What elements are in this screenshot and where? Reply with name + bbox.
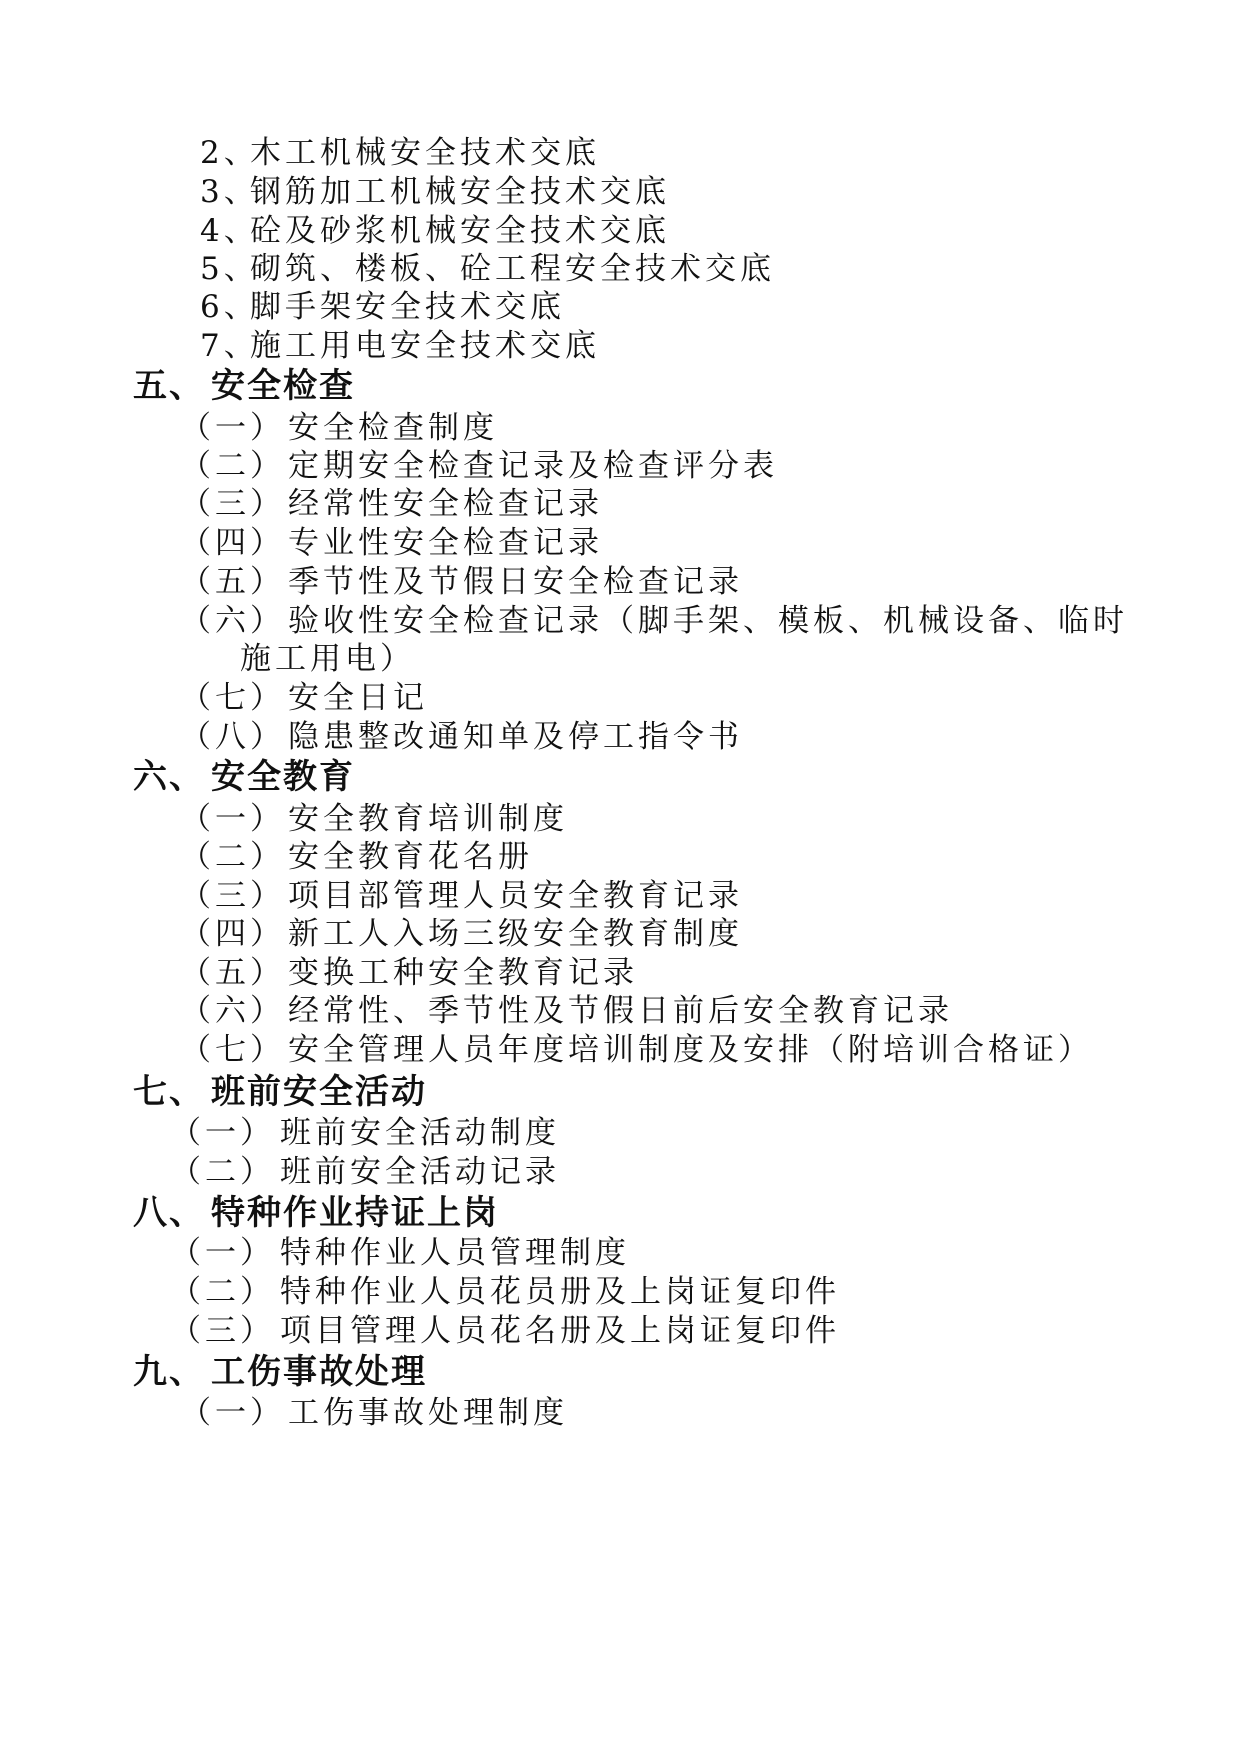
- item-number: （二）: [180, 839, 285, 875]
- item-number: 5、: [200, 251, 259, 287]
- item-text: 班前安全活动制度: [280, 1115, 560, 1151]
- item-number: （七）: [180, 1032, 285, 1068]
- item-number: （八）: [180, 719, 285, 755]
- item-text: 项目管理人员花名册及上岗证复印件: [280, 1313, 840, 1349]
- list-item: [180, 991, 953, 1031]
- item-number: （一）: [170, 1235, 275, 1271]
- item-text: 安全教育培训制度: [288, 801, 568, 837]
- list-item: [180, 837, 533, 877]
- section-heading: [133, 1193, 499, 1233]
- item-text: 班前安全活动记录: [280, 1154, 560, 1190]
- item-text: 验收性安全检查记录（脚手架、模板、机械设备、临时: [288, 603, 1128, 639]
- item-text: 施工用电安全技术交底: [250, 328, 600, 364]
- list-item: [180, 484, 603, 524]
- item-number: （七）: [180, 680, 285, 716]
- item-text: 季节性及节假日安全检查记录: [288, 564, 743, 600]
- item-number: （六）: [180, 993, 285, 1029]
- item-number: （四）: [180, 916, 285, 952]
- list-item: [180, 562, 743, 602]
- list-item: [180, 1030, 1093, 1070]
- item-text: 安全教育花名册: [288, 839, 533, 875]
- item-number: （二）: [170, 1154, 275, 1190]
- item-text: 变换工种安全教育记录: [288, 955, 638, 991]
- list-item-continuation: [240, 639, 415, 679]
- item-text: 砼及砂浆机械安全技术交底: [250, 213, 670, 249]
- item-number: （五）: [180, 564, 285, 600]
- item-number: 2、: [200, 135, 259, 171]
- list-item: [180, 876, 743, 916]
- item-number: 6、: [200, 289, 259, 325]
- list-item: [170, 1311, 840, 1351]
- list-item: [200, 211, 670, 251]
- list-item: [200, 172, 670, 212]
- item-number: 4、: [200, 213, 259, 249]
- section-heading: [133, 757, 355, 797]
- list-item: [180, 1393, 568, 1433]
- item-number: （三）: [170, 1313, 275, 1349]
- item-number: （一）: [180, 801, 285, 837]
- item-text: 砌筑、楼板、砼工程安全技术交底: [250, 251, 775, 287]
- item-text: 安全管理人员年度培训制度及安排（附培训合格证）: [288, 1032, 1093, 1068]
- item-text: 特种作业人员花员册及上岗证复印件: [280, 1274, 840, 1310]
- item-text: 经常性、季节性及节假日前后安全教育记录: [288, 993, 953, 1029]
- item-number: （一）: [170, 1115, 275, 1151]
- list-item: [170, 1272, 840, 1312]
- section-number: 七、: [133, 1072, 205, 1112]
- list-item: [170, 1233, 630, 1273]
- section-number: 九、: [133, 1352, 205, 1392]
- section-title: 安全教育: [211, 757, 355, 797]
- section-number: 六、: [133, 757, 205, 797]
- item-number: （二）: [180, 448, 285, 484]
- list-item: [180, 408, 498, 448]
- list-item: [180, 914, 743, 954]
- item-number: （三）: [180, 878, 285, 914]
- item-text: 经常性安全检查记录: [288, 486, 603, 522]
- item-number: （五）: [180, 955, 285, 991]
- item-text: 施工用电）: [240, 641, 415, 677]
- list-item: [200, 287, 565, 327]
- list-item: [180, 678, 428, 718]
- list-item: [170, 1113, 560, 1153]
- list-item: [200, 249, 775, 289]
- list-item: [180, 953, 638, 993]
- item-text: 专业性安全检查记录: [288, 525, 603, 561]
- section-heading: [133, 366, 355, 406]
- section-heading: [133, 1072, 427, 1112]
- item-text: 特种作业人员管理制度: [280, 1235, 630, 1271]
- section-number: 五、: [133, 366, 205, 406]
- item-text: 定期安全检查记录及检查评分表: [288, 448, 778, 484]
- section-number: 八、: [133, 1193, 205, 1233]
- item-text: 工伤事故处理制度: [288, 1395, 568, 1431]
- section-title: 工伤事故处理: [211, 1352, 427, 1392]
- item-number: 3、: [200, 174, 259, 210]
- item-number: （六）: [180, 603, 285, 639]
- section-title: 班前安全活动: [211, 1072, 427, 1112]
- list-item: [180, 446, 778, 486]
- item-number: （四）: [180, 525, 285, 561]
- item-text: 木工机械安全技术交底: [250, 135, 600, 171]
- item-text: 安全日记: [288, 680, 428, 716]
- item-text: 项目部管理人员安全教育记录: [288, 878, 743, 914]
- section-heading: [133, 1352, 427, 1392]
- item-text: 安全检查制度: [288, 410, 498, 446]
- item-number: 7、: [200, 328, 259, 364]
- section-title: 安全检查: [211, 366, 355, 406]
- item-number: （一）: [180, 1395, 285, 1431]
- item-text: 脚手架安全技术交底: [250, 289, 565, 325]
- list-item: [200, 326, 600, 366]
- item-number: （一）: [180, 410, 285, 446]
- item-number: （二）: [170, 1274, 275, 1310]
- item-text: 钢筋加工机械安全技术交底: [250, 174, 670, 210]
- section-title: 特种作业持证上岗: [211, 1193, 499, 1233]
- list-item: [170, 1152, 560, 1192]
- item-text: 新工人入场三级安全教育制度: [288, 916, 743, 952]
- list-item: [180, 799, 568, 839]
- list-item: [180, 523, 603, 563]
- list-item: [200, 133, 600, 173]
- item-text: 隐患整改通知单及停工指令书: [288, 719, 743, 755]
- item-number: （三）: [180, 486, 285, 522]
- list-item: [180, 717, 743, 757]
- list-item: [180, 601, 1128, 641]
